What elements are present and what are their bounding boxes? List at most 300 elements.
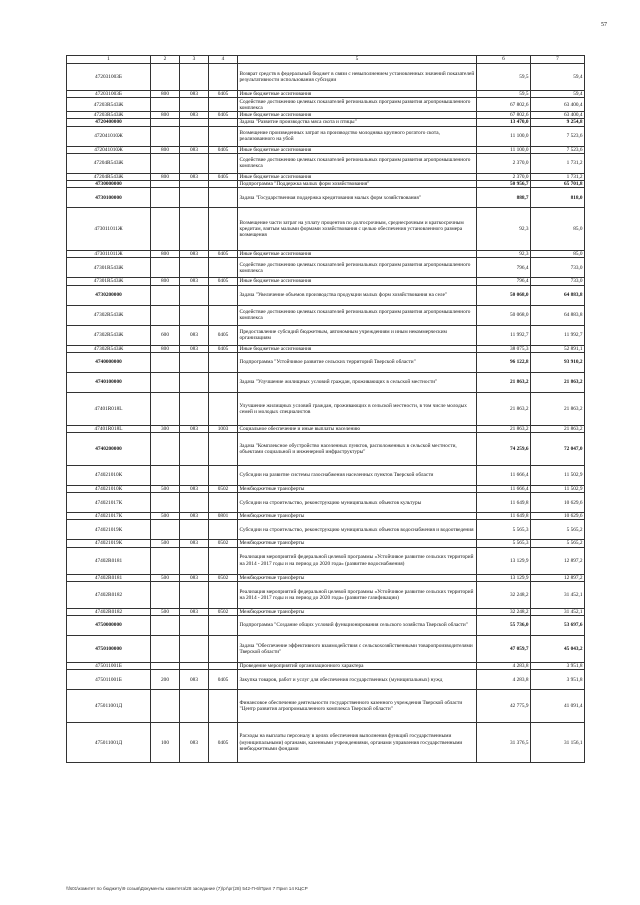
row-code-cell: 47302R543Ж <box>67 305 151 325</box>
row-grbs-cell: 083 <box>180 112 209 119</box>
row-section-cell <box>209 392 238 425</box>
table-row <box>67 547 585 574</box>
table-row <box>67 153 585 173</box>
table-row <box>67 372 585 392</box>
row-name-cell: Иные бюджетные ассигнования <box>238 112 477 119</box>
table-row <box>67 513 585 520</box>
row-section-cell <box>209 258 238 278</box>
row-planned-cell: 796,4 <box>477 278 531 285</box>
column-header: 4 <box>209 56 238 64</box>
table-row <box>67 345 585 352</box>
row-name-cell: Иные бюджетные ассигнования <box>238 345 477 352</box>
row-name-cell: Содействие достижению целевых показателей региональных программ развития агропромышленного комплекса <box>238 153 477 173</box>
row-code-cell: 475011001Д <box>67 690 151 723</box>
row-vr-cell: 500 <box>151 540 180 547</box>
row-code-cell: 47203R543Ж <box>67 112 151 119</box>
row-code-cell: 47204R543Ж <box>67 153 151 173</box>
row-section-cell: 0405 <box>209 91 238 98</box>
row-section-cell: 0502 <box>209 608 238 615</box>
table-row <box>67 112 585 119</box>
row-planned-cell: 13 129,9 <box>477 547 531 574</box>
row-actual-cell: 3 951,8 <box>531 663 585 670</box>
row-section-cell: 0405 <box>209 345 238 352</box>
row-grbs-cell <box>180 285 209 305</box>
row-code-cell: 47401R018L <box>67 425 151 432</box>
row-name-cell: Подпрограмма "Создание общих условий функционирования сельского хозяйства Тверской области" <box>238 616 477 636</box>
row-grbs-cell: 083 <box>180 723 209 763</box>
table-row <box>67 91 585 98</box>
table-body <box>67 64 585 763</box>
row-grbs-cell <box>180 188 209 208</box>
column-header: 1 <box>67 56 151 64</box>
row-planned-cell: 888,7 <box>477 188 531 208</box>
row-vr-cell: 800 <box>151 173 180 180</box>
row-planned-cell: 59,5 <box>477 91 531 98</box>
row-planned-cell: 59,5 <box>477 64 531 91</box>
row-actual-cell: 52 891,1 <box>531 345 585 352</box>
row-vr-cell: 500 <box>151 608 180 615</box>
row-name-cell: Социальное обеспечение и иные выплаты населению <box>238 425 477 432</box>
row-actual-cell: 31 452,1 <box>531 608 585 615</box>
row-actual-cell: 59,4 <box>531 64 585 91</box>
row-section-cell: 0502 <box>209 540 238 547</box>
row-actual-cell: 11 502,9 <box>531 466 585 486</box>
row-code-cell: 4720400000 <box>67 119 151 126</box>
table-row <box>67 64 585 91</box>
header-row <box>67 56 585 64</box>
row-name-cell: Расходы на выплаты персоналу в целях обеспечения выполнения функций государственными (муниципальными) органами, казенными учреждениями, органами управления государственными внебюджетными фондами <box>238 723 477 763</box>
row-grbs-cell: 083 <box>180 608 209 615</box>
column-header: 6 <box>477 56 531 64</box>
row-section-cell <box>209 520 238 540</box>
row-name-cell: Содействие достижению целевых показателей региональных программ развития агропромышленного комплекса <box>238 258 477 278</box>
row-actual-cell: 21 863,2 <box>531 425 585 432</box>
row-section-cell: 0405 <box>209 325 238 345</box>
row-planned-cell: 92,3 <box>477 208 531 251</box>
row-planned-cell: 21 863,2 <box>477 425 531 432</box>
table-row <box>67 433 585 466</box>
table-row <box>67 392 585 425</box>
row-actual-cell: 11 992,7 <box>531 325 585 345</box>
row-section-cell <box>209 433 238 466</box>
row-name-cell: Подпрограмма "Устойчивое развитие сельских территорий Тверской области" <box>238 352 477 372</box>
row-actual-cell: 41 091,4 <box>531 690 585 723</box>
row-actual-cell: 63 400,4 <box>531 112 585 119</box>
row-planned-cell: 13 129,9 <box>477 574 531 581</box>
table-row <box>67 352 585 372</box>
row-planned-cell: 74 259,6 <box>477 433 531 466</box>
row-code-cell: 472041010Ж <box>67 126 151 146</box>
row-grbs-cell <box>180 126 209 146</box>
table-row <box>67 285 585 305</box>
row-name-cell: Возмещение части затрат на уплату процентов по долгосрочным, среднесрочным и краткосрочным кредитам, взятым малыми формами хозяйствования с целью обеспечения установленного размера возмещения <box>238 208 477 251</box>
row-grbs-cell <box>180 119 209 126</box>
row-section-cell <box>209 493 238 513</box>
row-actual-cell: 64 883,8 <box>531 285 585 305</box>
row-grbs-cell <box>180 98 209 112</box>
row-grbs-cell <box>180 690 209 723</box>
row-vr-cell <box>151 208 180 251</box>
row-planned-cell: 32 248,2 <box>477 608 531 615</box>
budget-table <box>66 55 585 763</box>
row-name-cell: Иные бюджетные ассигнования <box>238 91 477 98</box>
table-row <box>67 616 585 636</box>
row-section-cell: 0801 <box>209 513 238 520</box>
row-name-cell: Субсидии на развитие системы газоснабжения населенных пунктов Тверской области <box>238 466 477 486</box>
row-actual-cell: 1 731,2 <box>531 153 585 173</box>
row-vr-cell <box>151 305 180 325</box>
row-actual-cell: 7 523,6 <box>531 126 585 146</box>
row-grbs-cell: 083 <box>180 486 209 493</box>
row-planned-cell: 2 370,0 <box>477 173 531 180</box>
row-grbs-cell <box>180 520 209 540</box>
row-section-cell: 0405 <box>209 173 238 180</box>
row-code-cell: 475011001Б <box>67 663 151 670</box>
row-vr-cell <box>151 126 180 146</box>
row-section-cell <box>209 581 238 608</box>
row-name-cell: Задача "Комплексное обустройство населенных пунктов, расположенных в сельской местности, объектами социальной и инженерной инфраструктуры" <box>238 433 477 466</box>
row-actual-cell: 10 629,6 <box>531 493 585 513</box>
row-code-cell: 47204R543Ж <box>67 173 151 180</box>
row-section-cell <box>209 119 238 126</box>
row-code-cell: 474021010К <box>67 466 151 486</box>
row-code-cell: 473011011Ж <box>67 208 151 251</box>
row-planned-cell: 4 283,8 <box>477 670 531 690</box>
row-grbs-cell <box>180 153 209 173</box>
row-code-cell: 475011001Д <box>67 723 151 763</box>
row-vr-cell: 800 <box>151 345 180 352</box>
row-actual-cell: 64 883,8 <box>531 305 585 325</box>
row-code-cell: 4730000000 <box>67 181 151 188</box>
row-vr-cell: 800 <box>151 251 180 258</box>
row-planned-cell: 67 802,6 <box>477 98 531 112</box>
row-section-cell: 0405 <box>209 251 238 258</box>
row-name-cell: Иные бюджетные ассигнования <box>238 278 477 285</box>
row-actual-cell: 21 863,2 <box>531 392 585 425</box>
row-vr-cell <box>151 98 180 112</box>
row-planned-cell: 92,3 <box>477 251 531 258</box>
row-vr-cell <box>151 352 180 372</box>
row-grbs-cell <box>180 64 209 91</box>
row-section-cell <box>209 181 238 188</box>
table-row <box>67 173 585 180</box>
row-actual-cell: 53 697,6 <box>531 616 585 636</box>
row-vr-cell <box>151 372 180 392</box>
row-code-cell: 47301R543Ж <box>67 278 151 285</box>
row-planned-cell: 13 470,0 <box>477 119 531 126</box>
row-vr-cell <box>151 119 180 126</box>
row-vr-cell <box>151 520 180 540</box>
row-section-cell <box>209 352 238 372</box>
row-actual-cell: 818,0 <box>531 188 585 208</box>
row-grbs-cell: 083 <box>180 345 209 352</box>
row-grbs-cell: 083 <box>180 91 209 98</box>
row-vr-cell <box>151 285 180 305</box>
row-name-cell: Иные бюджетные ассигнования <box>238 251 477 258</box>
row-code-cell: 47402R0181 <box>67 574 151 581</box>
row-section-cell <box>209 616 238 636</box>
row-code-cell: 4740200000 <box>67 433 151 466</box>
row-vr-cell <box>151 258 180 278</box>
row-vr-cell: 100 <box>151 723 180 763</box>
table-row <box>67 146 585 153</box>
row-planned-cell: 796,4 <box>477 258 531 278</box>
row-planned-cell: 21 863,2 <box>477 372 531 392</box>
row-grbs-cell <box>180 352 209 372</box>
row-planned-cell: 5 565,3 <box>477 540 531 547</box>
row-name-cell: Реализация мероприятий федеральной целевой программы «Устойчивое развитие сельских территорий на 2014 - 2017 годы и на период до 2020 года» (развитие газификации) <box>238 581 477 608</box>
row-vr-cell: 800 <box>151 146 180 153</box>
row-planned-cell: 2 370,0 <box>477 153 531 173</box>
row-name-cell: Иные бюджетные ассигнования <box>238 146 477 153</box>
row-code-cell: 473011011Ж <box>67 251 151 258</box>
row-actual-cell: 10 629,6 <box>531 513 585 520</box>
file-path-footer: \\fs01\комитет по бюджету\9 созыв\Документы комитета\28 заседание (7)\рг\рг(28) 542-П-6\Прил 7 Прил 14 КЦСР <box>66 886 308 891</box>
row-planned-cell: 31 376,5 <box>477 723 531 763</box>
row-grbs-cell <box>180 258 209 278</box>
table-row <box>67 540 585 547</box>
row-grbs-cell: 083 <box>180 278 209 285</box>
row-code-cell: 474021010К <box>67 486 151 493</box>
row-planned-cell: 11 666,4 <box>477 466 531 486</box>
row-grbs-cell <box>180 305 209 325</box>
row-section-cell: 0502 <box>209 574 238 581</box>
column-header: 2 <box>151 56 180 64</box>
row-actual-cell: 733,0 <box>531 278 585 285</box>
table-row <box>67 278 585 285</box>
row-section-cell <box>209 305 238 325</box>
row-code-cell: 4750000000 <box>67 616 151 636</box>
row-grbs-cell: 083 <box>180 574 209 581</box>
row-name-cell: Межбюджетные трансферты <box>238 540 477 547</box>
row-section-cell <box>209 126 238 146</box>
row-vr-cell: 500 <box>151 486 180 493</box>
page-number: 57 <box>601 22 607 28</box>
row-planned-cell: 50 068,0 <box>477 285 531 305</box>
table-row <box>67 325 585 345</box>
row-name-cell: Финансовое обеспечение деятельности государственного казенного учреждения Тверской области "Центр развития агропромышленного комплекса Тверской области" <box>238 690 477 723</box>
row-name-cell: Возврат средств в федеральный бюджет в связи с невыполнением установленных значений показателей результативности использования субсидии <box>238 64 477 91</box>
row-code-cell: 4740100000 <box>67 372 151 392</box>
row-planned-cell: 67 802,6 <box>477 112 531 119</box>
row-section-cell <box>209 663 238 670</box>
row-code-cell: 4730200000 <box>67 285 151 305</box>
row-section-cell: 0405 <box>209 670 238 690</box>
row-name-cell: Межбюджетные трансферты <box>238 608 477 615</box>
row-name-cell: Задача "Развитие производства мяса скота и птицы" <box>238 119 477 126</box>
row-vr-cell: 500 <box>151 574 180 581</box>
row-planned-cell: 47 059,7 <box>477 636 531 663</box>
row-grbs-cell <box>180 547 209 574</box>
row-section-cell <box>209 64 238 91</box>
row-code-cell: 47401R018L <box>67 392 151 425</box>
row-planned-cell: 50 956,7 <box>477 181 531 188</box>
row-code-cell: 47402R0182 <box>67 581 151 608</box>
row-name-cell: Субсидии на строительство, реконструкцию муниципальных объектов водоснабжения и водоотведения <box>238 520 477 540</box>
row-planned-cell: 32 248,2 <box>477 581 531 608</box>
row-planned-cell: 38 075,3 <box>477 345 531 352</box>
row-planned-cell: 11 649,8 <box>477 513 531 520</box>
table-row <box>67 98 585 112</box>
row-name-cell: Предоставление субсидий бюджетным, автономным учреждениям и иным некоммерческим организациям <box>238 325 477 345</box>
row-grbs-cell: 083 <box>180 325 209 345</box>
row-actual-cell: 733,0 <box>531 258 585 278</box>
row-grbs-cell <box>180 636 209 663</box>
row-vr-cell: 600 <box>151 325 180 345</box>
row-name-cell: Содействие достижению целевых показателей региональных программ развития агропромышленного комплекса <box>238 98 477 112</box>
row-actual-cell: 9 254,8 <box>531 119 585 126</box>
row-vr-cell <box>151 466 180 486</box>
row-actual-cell: 12 897,2 <box>531 547 585 574</box>
row-actual-cell: 45 043,2 <box>531 636 585 663</box>
row-planned-cell: 11 666,4 <box>477 486 531 493</box>
row-code-cell: 47302R543Ж <box>67 345 151 352</box>
row-code-cell: 472031003Б <box>67 64 151 91</box>
row-vr-cell <box>151 64 180 91</box>
row-vr-cell <box>151 690 180 723</box>
column-header: 3 <box>180 56 209 64</box>
row-name-cell: Задача "Увеличение объемов производства продукции малых форм хозяйствования на селе" <box>238 285 477 305</box>
row-code-cell: 47203R543Ж <box>67 98 151 112</box>
table-row <box>67 574 585 581</box>
row-vr-cell: 800 <box>151 278 180 285</box>
row-vr-cell <box>151 433 180 466</box>
table-row <box>67 486 585 493</box>
row-vr-cell <box>151 636 180 663</box>
row-actual-cell: 31 156,1 <box>531 723 585 763</box>
row-actual-cell: 11 502,9 <box>531 486 585 493</box>
row-actual-cell: 5 565,2 <box>531 540 585 547</box>
row-code-cell: 47402R0181 <box>67 547 151 574</box>
row-planned-cell: 55 736,0 <box>477 616 531 636</box>
row-code-cell: 474021017К <box>67 493 151 513</box>
row-vr-cell <box>151 188 180 208</box>
row-name-cell: Задача "Улучшение жилищных условий граждан, проживающих в сельской местности" <box>238 372 477 392</box>
row-name-cell: Содействие достижению целевых показателей региональных программ развития агропромышленного комплекса <box>238 305 477 325</box>
row-name-cell: Задача "Обеспечение эффективного взаимодействия с сельскохозяйственными товаропроизводителями Тверской области" <box>238 636 477 663</box>
table-row <box>67 493 585 513</box>
row-planned-cell: 11 100,0 <box>477 146 531 153</box>
row-code-cell: 47302R543Ж <box>67 325 151 345</box>
row-grbs-cell <box>180 181 209 188</box>
row-section-cell <box>209 153 238 173</box>
row-name-cell: Субсидии на строительство, реконструкцию муниципальных объектов культуры <box>238 493 477 513</box>
row-grbs-cell <box>180 581 209 608</box>
row-vr-cell <box>151 153 180 173</box>
row-section-cell <box>209 208 238 251</box>
row-vr-cell <box>151 616 180 636</box>
row-grbs-cell <box>180 372 209 392</box>
row-planned-cell: 50 068,0 <box>477 305 531 325</box>
row-section-cell: 1003 <box>209 425 238 432</box>
row-vr-cell: 200 <box>151 670 180 690</box>
row-section-cell: 0502 <box>209 486 238 493</box>
row-code-cell: 474021019К <box>67 540 151 547</box>
row-name-cell: Реализация мероприятий федеральной целевой программы «Устойчивое развитие сельских территорий на 2014 - 2017 годы и на период до 2020 года» (развитие водоснабжения) <box>238 547 477 574</box>
row-name-cell: Закупка товаров, работ и услуг для обеспечения государственных (муниципальных) нужд <box>238 670 477 690</box>
row-name-cell: Подпрограмма "Поддержка малых форм хозяйствования" <box>238 181 477 188</box>
row-actual-cell: 72 047,0 <box>531 433 585 466</box>
row-planned-cell: 11 992,7 <box>477 325 531 345</box>
row-grbs-cell <box>180 433 209 466</box>
table-row <box>67 126 585 146</box>
row-name-cell: Проведение мероприятий организационного характера <box>238 663 477 670</box>
row-planned-cell: 5 565,3 <box>477 520 531 540</box>
row-vr-cell <box>151 392 180 425</box>
row-vr-cell: 800 <box>151 91 180 98</box>
row-planned-cell: 11 100,0 <box>477 126 531 146</box>
row-grbs-cell: 083 <box>180 540 209 547</box>
column-header: 7 <box>531 56 585 64</box>
row-grbs-cell <box>180 616 209 636</box>
table-row <box>67 690 585 723</box>
row-name-cell: Задача "Государственная поддержка кредитования малых форм хозяйствования" <box>238 188 477 208</box>
row-name-cell: Иные бюджетные ассигнования <box>238 173 477 180</box>
row-code-cell: 472031003Б <box>67 91 151 98</box>
table-row <box>67 581 585 608</box>
row-planned-cell: 42 775,9 <box>477 690 531 723</box>
row-grbs-cell: 083 <box>180 670 209 690</box>
row-vr-cell: 500 <box>151 513 180 520</box>
table-row <box>67 119 585 126</box>
row-grbs-cell <box>180 208 209 251</box>
row-actual-cell: 12 897,2 <box>531 574 585 581</box>
row-code-cell: 47402R0182 <box>67 608 151 615</box>
table-row <box>67 723 585 763</box>
row-grbs-cell: 083 <box>180 146 209 153</box>
row-section-cell <box>209 690 238 723</box>
row-name-cell: Межбюджетные трансферты <box>238 486 477 493</box>
row-section-cell: 0405 <box>209 146 238 153</box>
row-code-cell: 4730100000 <box>67 188 151 208</box>
table-row <box>67 188 585 208</box>
row-planned-cell: 4 283,8 <box>477 663 531 670</box>
row-code-cell: 47301R543Ж <box>67 258 151 278</box>
row-actual-cell: 31 452,1 <box>531 581 585 608</box>
row-actual-cell: 63 400,4 <box>531 98 585 112</box>
table-row <box>67 636 585 663</box>
table-row <box>67 466 585 486</box>
table-row <box>67 520 585 540</box>
table-row <box>67 208 585 251</box>
row-actual-cell: 7 523,6 <box>531 146 585 153</box>
row-vr-cell <box>151 493 180 513</box>
row-section-cell <box>209 547 238 574</box>
row-section-cell: 0405 <box>209 723 238 763</box>
row-vr-cell: 800 <box>151 112 180 119</box>
row-actual-cell: 59,4 <box>531 91 585 98</box>
table-row <box>67 670 585 690</box>
row-vr-cell: 300 <box>151 425 180 432</box>
row-section-cell <box>209 466 238 486</box>
row-grbs-cell <box>180 663 209 670</box>
row-section-cell <box>209 372 238 392</box>
row-actual-cell: 93 910,2 <box>531 352 585 372</box>
table-row <box>67 258 585 278</box>
row-grbs-cell: 083 <box>180 251 209 258</box>
row-actual-cell: 1 731,2 <box>531 173 585 180</box>
row-code-cell: 472041010Ж <box>67 146 151 153</box>
row-section-cell: 0405 <box>209 112 238 119</box>
row-code-cell: 4750100000 <box>67 636 151 663</box>
row-actual-cell: 85,0 <box>531 251 585 258</box>
row-section-cell <box>209 285 238 305</box>
table-row <box>67 608 585 615</box>
row-grbs-cell <box>180 493 209 513</box>
row-vr-cell <box>151 663 180 670</box>
row-planned-cell: 21 863,2 <box>477 392 531 425</box>
row-section-cell <box>209 98 238 112</box>
